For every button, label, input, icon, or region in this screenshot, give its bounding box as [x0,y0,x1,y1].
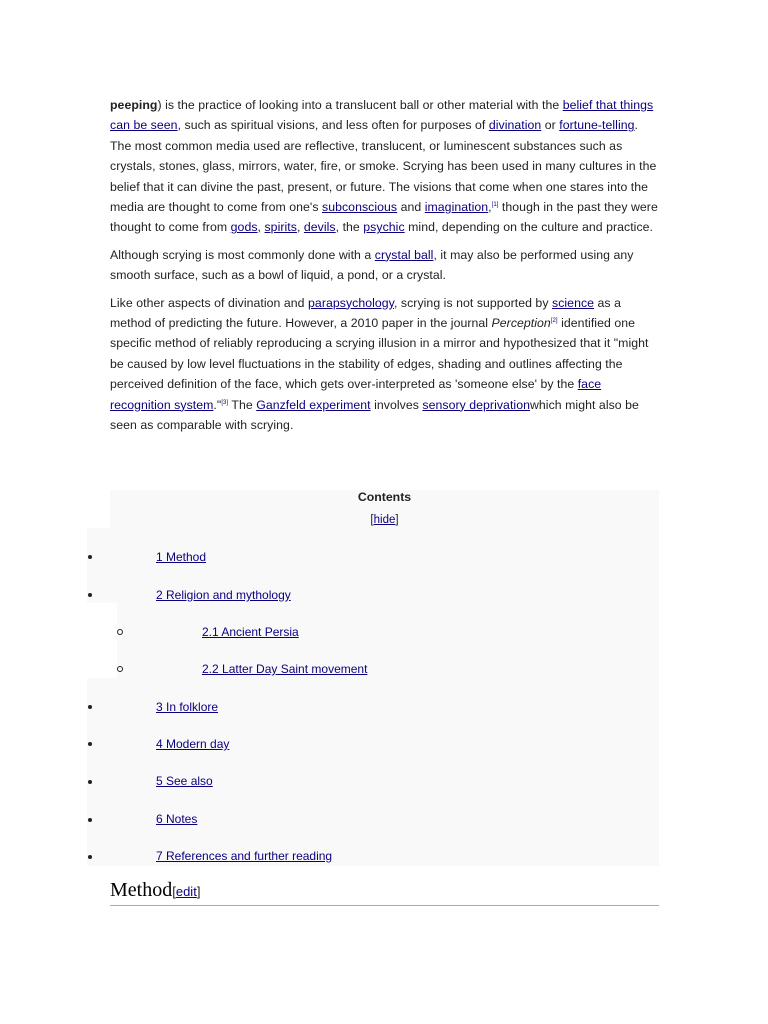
text: as a method of predicting the future. However, a 2010 paper in the journal [110,295,621,331]
text: mind, depending on the culture and practice. [404,220,654,235]
bullet-icon [88,780,92,784]
toc-title: Contents [357,490,412,504]
toc-hide-link[interactable]: hide [373,514,396,526]
section-heading-method [110,877,659,906]
text: identified one specific method of reliably reproducing a scrying illusion in a mirror and hypothesized that it "might be caused by low level fluctuations in the stability of edges, shading and outlines affecting the perceived definition of the face, which gets over-interpreted as 'someone else' by the [110,316,649,392]
link-parapsychology[interactable]: parapsychology [308,295,394,310]
toc-item-method[interactable]: 1 Method [156,550,207,564]
text: though in the past they were thought to come from [110,200,658,235]
text: , [488,200,492,215]
link-science[interactable]: science [552,295,595,310]
text: and [397,200,425,215]
link-divination[interactable]: divination [488,118,542,133]
edit-link[interactable]: edit [175,884,197,899]
bullet-icon [88,593,92,597]
text: involves [370,397,423,412]
intro-paragraph [110,95,660,238]
article-body [110,95,660,443]
journal-name: Perception [491,316,551,331]
text: , such as spiritual visions, and less often for purposes of [177,118,489,133]
link-imagination[interactable]: imagination [424,200,489,215]
science-paragraph [110,293,660,436]
section-edit [172,884,200,899]
text: The [228,397,257,412]
text: ." [213,397,222,412]
text: , scrying is not supported by [393,295,552,310]
link-ganzfeld[interactable]: Ganzfeld experiment [256,397,371,412]
link-sensory-deprivation[interactable]: sensory deprivation [422,397,530,412]
bracket-close: ] [196,884,201,899]
toc-item-folklore[interactable]: 3 In folklore [156,700,219,714]
bracket-close: ] [395,514,399,526]
link-devils[interactable]: devils [303,220,336,235]
text: which might also be seen as comparable with scrying. [110,397,639,433]
toc-item-religion[interactable]: 2 Religion and mythology [156,588,291,602]
bullet-icon [88,742,92,746]
text: Although scrying is most commonly done with a [110,247,375,262]
bold-term: peeping [110,98,158,112]
text: , [257,220,265,235]
toc-hide-toggle [110,514,659,526]
link-spirits[interactable]: spirits [264,220,297,235]
circle-bullet-icon [117,629,123,635]
reference-1[interactable]: [1] [491,201,499,208]
crystal-paragraph [110,245,660,286]
link-belief[interactable]: belief that things can be seen [110,98,654,133]
toc-item-modern-day[interactable]: 4 Modern day [156,737,230,751]
text: or [541,118,560,133]
toc-sublist-gutter [87,603,117,678]
link-gods[interactable]: gods [230,220,258,235]
link-subconscious[interactable]: subconscious [322,200,398,215]
circle-bullet-icon [117,666,123,672]
reference-3[interactable]: [3] [221,399,229,406]
section-title: Method [110,879,173,901]
toc-item-ancient-persia[interactable]: 2.1 Ancient Persia [202,625,299,639]
link-face-recognition[interactable]: face recognition system [110,377,602,412]
bullet-icon [88,705,92,709]
text: , the [335,220,364,235]
text: , [296,220,304,235]
link-psychic[interactable]: psychic [363,220,405,235]
bullet-icon [88,855,92,859]
reference-2[interactable]: [2] [550,317,558,324]
toc-item-latter-day-saint[interactable]: 2.2 Latter Day Saint movement [202,662,368,676]
toc-item-notes[interactable]: 6 Notes [156,812,198,826]
bullet-icon [88,555,92,559]
toc-item-references[interactable]: 7 References and further reading [156,849,333,863]
bullet-icon [88,818,92,822]
link-crystal-ball[interactable]: crystal ball [374,247,434,262]
text: Like other aspects of divination and [110,295,309,310]
text: , it may also be performed using any smooth surface, such as a bowl of liquid, a pond, or a crystal. [110,247,634,283]
toc-item-see-also[interactable]: 5 See also [156,774,213,788]
bracket-open: [ [370,514,374,526]
bracket-open: [ [172,884,176,899]
link-fortune-telling[interactable]: fortune-telling [559,118,635,133]
text: ) is the practice of looking into a translucent ball or other material with the [157,98,563,112]
text: . The most common media used are reflective, translucent, or luminescent substances such as crystals, stones, glass, mirrors, water, fire, or smoke. Scrying has been used in many cultures in the belief that it can divine the past, present, or future. The visions that come when one stares into the media are thought to come from one's [110,118,657,215]
